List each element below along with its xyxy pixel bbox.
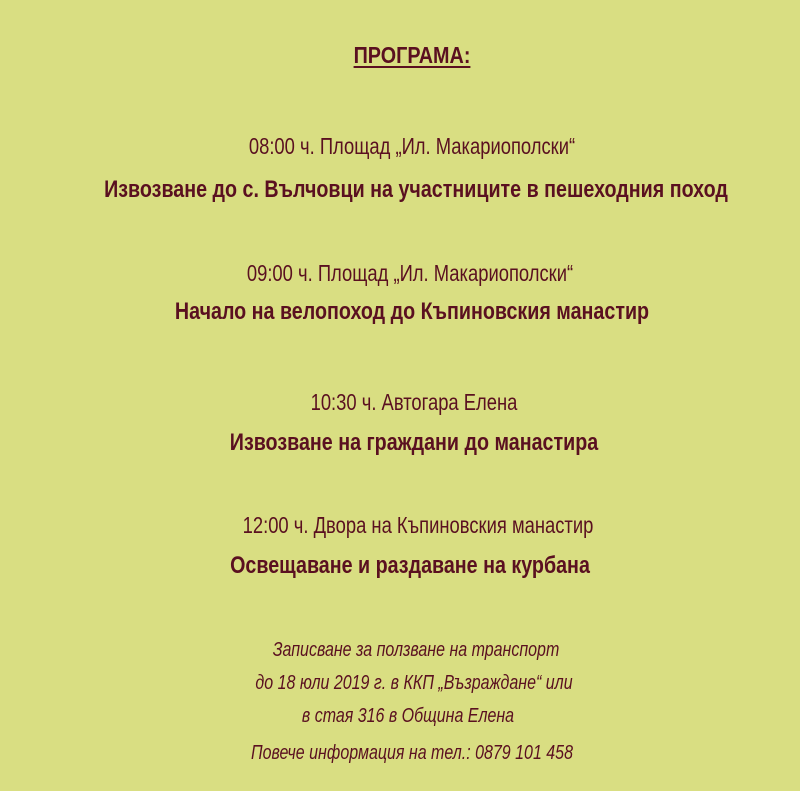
program-title: ПРОГРАМА: <box>353 42 471 68</box>
transport-note-2: до 18 юли 2019 г. в ККП „Възраждане“ или <box>255 672 573 694</box>
schedule-time-2: 09:00 ч. Площад „Ил. Макариополски“ <box>246 260 574 286</box>
contact-phone-note: Повече информация на тел.: 0879 101 458 <box>251 742 573 764</box>
schedule-description-1: Извозване до с. Вълчовци на участниците в пешеходния поход <box>104 176 728 203</box>
schedule-description-3: Извозване на граждани до манастира <box>229 429 599 456</box>
transport-note-3: в стая 316 в Община Елена <box>301 705 515 727</box>
schedule-time-4: 12:00 ч. Двора на Къпиновския манастир <box>242 512 594 538</box>
schedule-time-3: 10:30 ч. Автогара Елена <box>310 389 518 415</box>
schedule-description-2: Начало на велопоход до Къпиновския манастир <box>174 298 650 325</box>
schedule-time-1: 08:00 ч. Площад „Ил. Макариополски“ <box>248 133 576 159</box>
schedule-description-4: Освещаване и раздаване на курбана <box>230 552 590 579</box>
transport-note-1: Записване за ползване на транспорт <box>272 639 560 661</box>
